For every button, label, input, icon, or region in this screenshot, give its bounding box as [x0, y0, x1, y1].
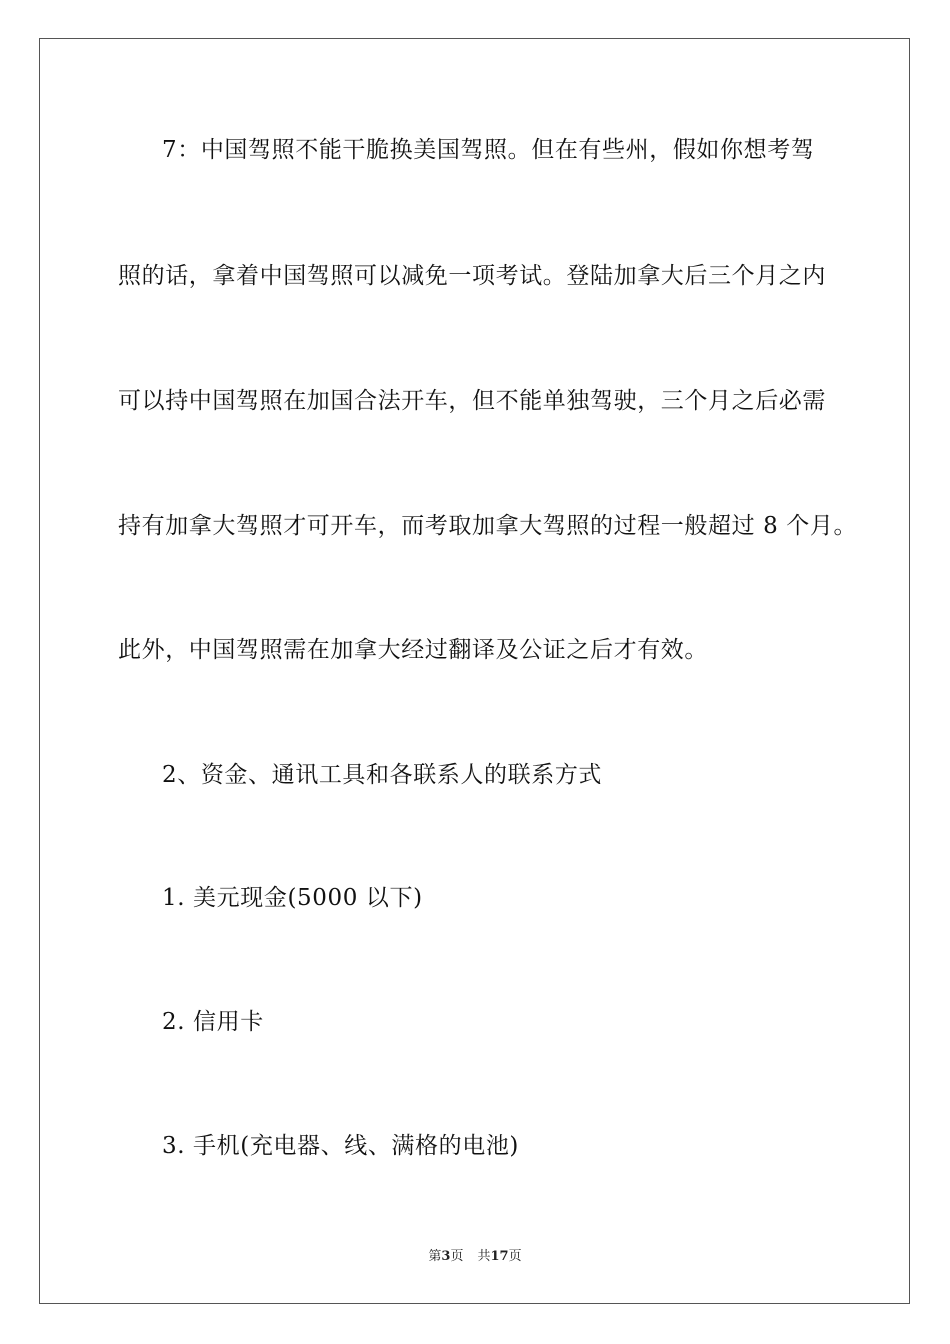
section-heading: 2、资金、通讯工具和各联系人的联系方式 — [162, 762, 603, 788]
paragraph-line-3: 可以持中国驾照在加国合法开车，但不能单独驾驶，三个月之后必需 — [118, 388, 826, 414]
paragraph-line-4: 持有加拿大驾照才可开车，而考取加拿大驾照的过程一般超过 8 个月。 — [118, 513, 858, 539]
footer-total-pages: 17 — [490, 1249, 509, 1264]
footer-page-prefix: 第 — [428, 1249, 442, 1264]
list-item-cash: 1. 美元现金(5000 以下) — [162, 885, 423, 911]
list-item-phone: 3. 手机(充电器、线、满格的电池) — [162, 1133, 520, 1159]
paragraph-line-2: 照的话，拿着中国驾照可以减免一项考试。登陆加拿大后三个月之内 — [118, 263, 826, 289]
page-footer — [0, 1248, 950, 1266]
footer-page-number: 3 — [441, 1249, 451, 1264]
footer-total-prefix: 共 — [477, 1249, 491, 1264]
list-item-credit-card: 2. 信用卡 — [162, 1009, 264, 1035]
paragraph-line-5: 此外，中国驾照需在加拿大经过翻译及公证之后才有效。 — [118, 637, 708, 663]
paragraph-line-1: 7：中国驾照不能干脆换美国驾照。但在有些州，假如你想考驾 — [162, 137, 815, 163]
page-border — [39, 38, 910, 1304]
footer-total-unit: 页 — [508, 1249, 522, 1264]
footer-page-unit: 页 — [450, 1249, 464, 1264]
